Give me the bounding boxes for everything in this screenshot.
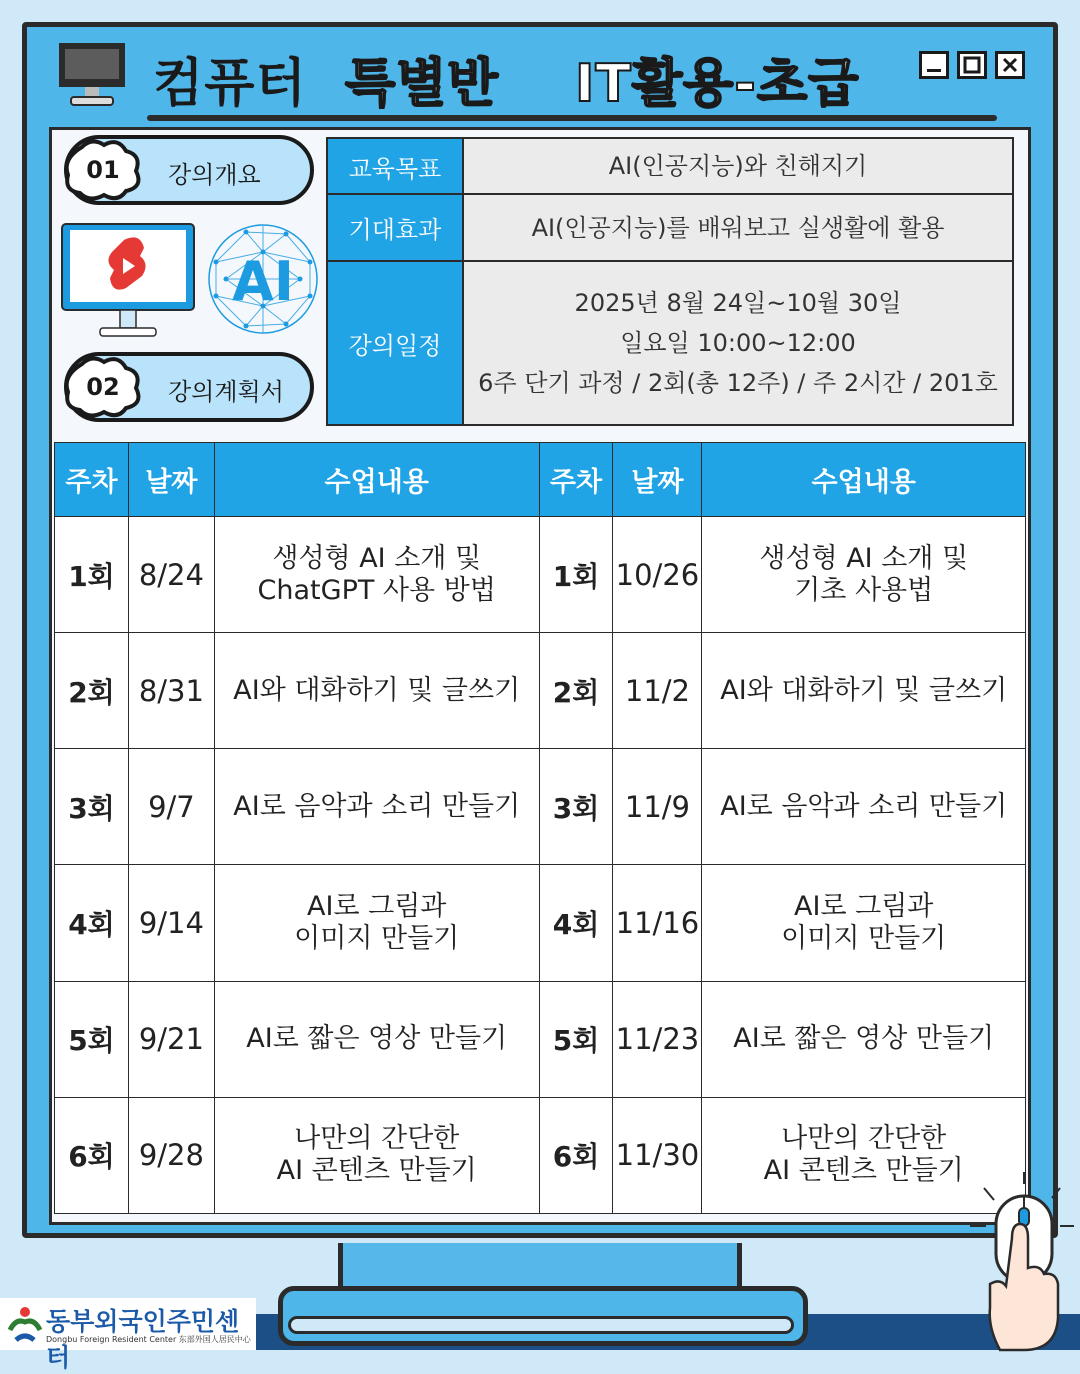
week-cell-2 — [539, 517, 613, 633]
week-cell-2 — [539, 865, 613, 981]
badge-02 — [62, 352, 144, 422]
content-cell-line: AI로 짧은 영상 만들기 — [246, 1023, 508, 1055]
table-header-row — [55, 443, 1026, 517]
content-cell-2 — [702, 517, 1026, 633]
content-cell-line: AI와 대화하기 및 글쓰기 — [233, 674, 521, 706]
badge-02-number: 02 — [86, 373, 120, 401]
header-content: 수업내용 — [214, 443, 539, 517]
date-cell-line: 9/14 — [138, 906, 204, 941]
week-cell — [55, 749, 129, 865]
content-cell — [214, 981, 539, 1097]
title-word-computer: 컴퓨터 — [153, 54, 307, 114]
content-cell-2-line: AI로 그림과 — [794, 891, 934, 923]
monitor-neck — [338, 1243, 742, 1291]
effect-value-text: AI(인공지능)를 배워보고 실생활에 활용 — [531, 213, 945, 242]
content-cell-2-line: 이미지 만들기 — [781, 923, 947, 955]
content-cell-2-line: 기초 사용법 — [794, 574, 934, 606]
content-cell-line: 생성형 AI 소개 및 — [272, 542, 482, 574]
content-cell-2-line: 생성형 AI 소개 및 — [759, 542, 969, 574]
content-cell-2 — [702, 865, 1026, 981]
content-cell — [214, 633, 539, 749]
header-date: 날짜 — [128, 443, 214, 517]
date-cell-2 — [613, 1097, 702, 1213]
badge-01-number: 01 — [86, 156, 120, 184]
content-cell-2 — [702, 981, 1026, 1097]
header-content-2: 수업내용 — [702, 443, 1026, 517]
shorts-monitor-icon — [60, 222, 196, 340]
date-cell — [128, 517, 214, 633]
schedule-label: 강의일정 — [328, 262, 464, 424]
goal-value — [464, 139, 1012, 193]
lesson-schedule-table — [54, 442, 1026, 1214]
badge-01 — [62, 135, 144, 205]
date-cell-2 — [613, 865, 702, 981]
table-row — [55, 749, 1026, 865]
date-cell-line: 9/21 — [138, 1022, 204, 1057]
ai-text: AI — [232, 250, 294, 313]
table-row — [55, 981, 1026, 1097]
week-cell-2 — [539, 1097, 613, 1213]
date-cell — [128, 633, 214, 749]
content-cell-2-line: AI로 짧은 영상 만들기 — [733, 1023, 995, 1055]
date-cell-2 — [613, 981, 702, 1097]
content-cell-line: 이미지 만들기 — [294, 923, 460, 955]
info-row-effect — [328, 195, 1012, 262]
week-cell — [55, 1097, 129, 1213]
table-row — [55, 633, 1026, 749]
info-row-goal — [328, 139, 1012, 195]
date-cell-line: 9/7 — [148, 789, 195, 824]
hand-mouse-icon — [960, 1168, 1078, 1350]
date-cell-2-line: 10/26 — [615, 557, 700, 592]
week-cell-line: 4회 — [68, 908, 115, 942]
week-cell-2 — [539, 749, 613, 865]
content-cell-2-line: AI와 대화하기 및 글쓰기 — [720, 674, 1008, 706]
week-cell-line: 6회 — [68, 1140, 115, 1174]
date-cell-2-line: 11/30 — [615, 1138, 700, 1173]
content-cell-line: 나만의 간단한 — [294, 1123, 460, 1155]
header-date-2: 날짜 — [613, 443, 702, 517]
effect-label: 기대효과 — [328, 195, 464, 260]
center-logo — [0, 1298, 256, 1372]
week-cell-2-line: 4회 — [552, 908, 600, 942]
week-cell — [55, 981, 129, 1097]
overview-label: 강의개요 — [168, 161, 261, 189]
week-cell-2-line: 5회 — [552, 1024, 600, 1058]
week-cell-2-line: 6회 — [552, 1140, 600, 1174]
close-icon[interactable] — [995, 51, 1025, 79]
week-cell — [55, 633, 129, 749]
table-row — [55, 865, 1026, 981]
week-cell-2 — [539, 981, 613, 1097]
title-bar — [27, 27, 1053, 119]
content-cell — [214, 517, 539, 633]
title-underline — [147, 115, 997, 121]
logo-name: 동부외국인주민센터 — [46, 1307, 240, 1372]
date-cell-2 — [613, 749, 702, 865]
title-word-level: IT활용-초급 — [575, 54, 860, 114]
content-cell — [214, 749, 539, 865]
date-cell-2-line: 11/16 — [615, 906, 700, 941]
computer-icon — [57, 41, 127, 107]
date-cell-line: 8/31 — [138, 673, 204, 708]
table-row — [55, 1097, 1026, 1213]
date-cell — [128, 749, 214, 865]
content-cell-2 — [702, 633, 1026, 749]
date-cell — [128, 1097, 214, 1213]
goal-value-text: AI(인공지능)와 친해지기 — [608, 152, 868, 180]
content-cell-2-line: AI 콘텐츠 만들기 — [763, 1155, 964, 1187]
content-cell — [214, 1097, 539, 1213]
monitor-base-inner — [288, 1316, 794, 1334]
schedule-time: 일요일 10:00~12:00 — [620, 329, 856, 357]
content-cell-line: ChatGPT 사용 방법 — [257, 574, 496, 606]
week-cell-2 — [539, 633, 613, 749]
content-cell-line: AI 콘텐츠 만들기 — [276, 1155, 477, 1187]
plan-label: 강의계획서 — [168, 378, 284, 406]
ai-network-icon — [206, 222, 320, 336]
date-cell-2-line: 11/9 — [624, 789, 690, 824]
week-cell — [55, 517, 129, 633]
content-cell-2-line: 나만의 간단한 — [781, 1123, 947, 1155]
week-cell-line: 1회 — [68, 559, 115, 593]
week-cell-2-line: 3회 — [552, 791, 600, 825]
date-cell-line: 9/28 — [138, 1138, 204, 1173]
week-cell-line: 3회 — [68, 791, 115, 825]
date-cell — [128, 981, 214, 1097]
header-week: 주차 — [55, 443, 129, 517]
week-cell-line: 2회 — [68, 675, 115, 709]
goal-label: 교육목표 — [328, 139, 464, 193]
content-cell-2 — [702, 749, 1026, 865]
date-cell-2 — [613, 517, 702, 633]
week-cell-2-line: 2회 — [552, 675, 600, 709]
content-cell — [214, 865, 539, 981]
schedule-value — [464, 262, 1012, 424]
week-cell — [55, 865, 129, 981]
schedule-details: 6주 단기 과정 / 2회(총 12주) / 주 2시간 / 201호 — [478, 369, 998, 397]
date-cell-2-line: 11/2 — [624, 673, 690, 708]
content-cell-line: AI로 음악과 소리 만들기 — [233, 790, 521, 822]
week-cell-2-line: 1회 — [552, 559, 600, 593]
header-week-2: 주차 — [539, 443, 613, 517]
date-cell-line: 8/24 — [138, 557, 204, 592]
schedule-dates: 2025년 8월 24일~10월 30일 — [574, 289, 902, 317]
info-row-schedule — [328, 262, 1012, 424]
date-cell-2 — [613, 633, 702, 749]
date-cell — [128, 865, 214, 981]
logo-subtitle: Dongbu Foreign Resident Center 东部外国人居民中心 — [46, 1335, 251, 1344]
minimize-icon[interactable] — [919, 51, 949, 79]
effect-value — [464, 195, 1012, 260]
content-cell-line: AI로 그림과 — [307, 891, 447, 923]
course-info-table — [326, 137, 1014, 426]
week-cell-line: 5회 — [68, 1024, 115, 1058]
date-cell-2-line: 11/23 — [615, 1022, 700, 1057]
maximize-icon[interactable] — [957, 51, 987, 79]
logo-mark-icon — [6, 1304, 44, 1344]
title-word-special: 특별반 — [345, 54, 499, 114]
table-row — [55, 517, 1026, 633]
content-cell-2-line: AI로 음악과 소리 만들기 — [720, 790, 1008, 822]
